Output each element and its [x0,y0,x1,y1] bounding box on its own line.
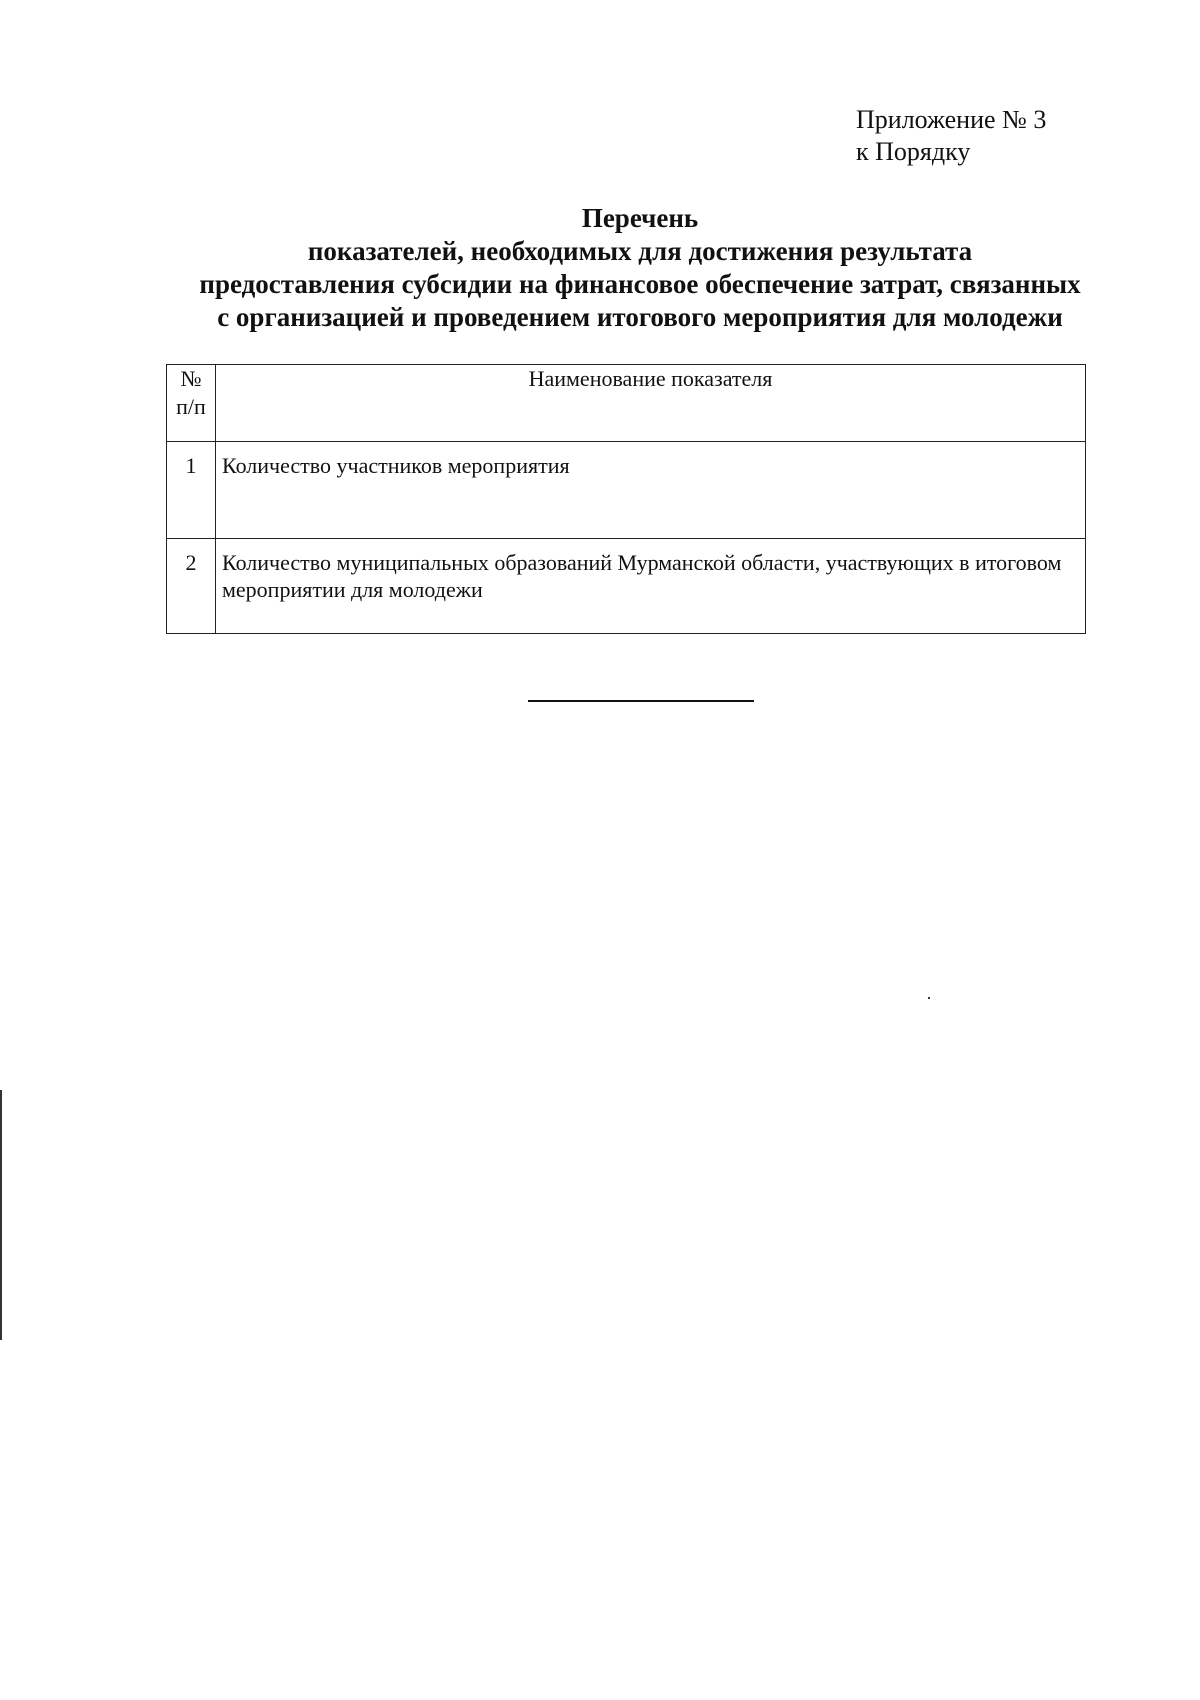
header-name-cell: Наименование показателя [216,365,1086,442]
end-of-document-line [528,700,754,702]
row-indicator-name: Количество участников мероприятия [216,442,1086,539]
header-num-cell [167,365,216,442]
appendix-number: Приложение № 3 [856,105,1047,134]
document-title [140,202,1140,334]
row-number: 2 [167,539,216,634]
table-row [167,539,1086,634]
table-header-row [167,365,1086,442]
row-number: 1 [167,442,216,539]
title-line-2: показателей, необходимых для достижения результата [307,236,973,266]
appendix-reference [856,104,1046,168]
title-line-1: Перечень [581,203,699,233]
title-line-3: предоставления субсидии на финансовое обеспечение затрат, связанных [199,269,1081,299]
appendix-order-ref: к Порядку [856,137,971,166]
title-line-4: с организацией и проведением итогового мероприятия для молодежи [217,302,1063,332]
scan-speck [928,997,930,999]
table-row [167,442,1086,539]
scan-edge-mark [0,1090,2,1340]
row-indicator-name: Количество муниципальных образований Мурманской области, участвующих в итоговом мероприятии для молодежи [216,539,1086,634]
indicators-table [166,364,1086,634]
header-num-symbol: № [180,366,202,391]
header-num-label: п/п [176,394,206,419]
